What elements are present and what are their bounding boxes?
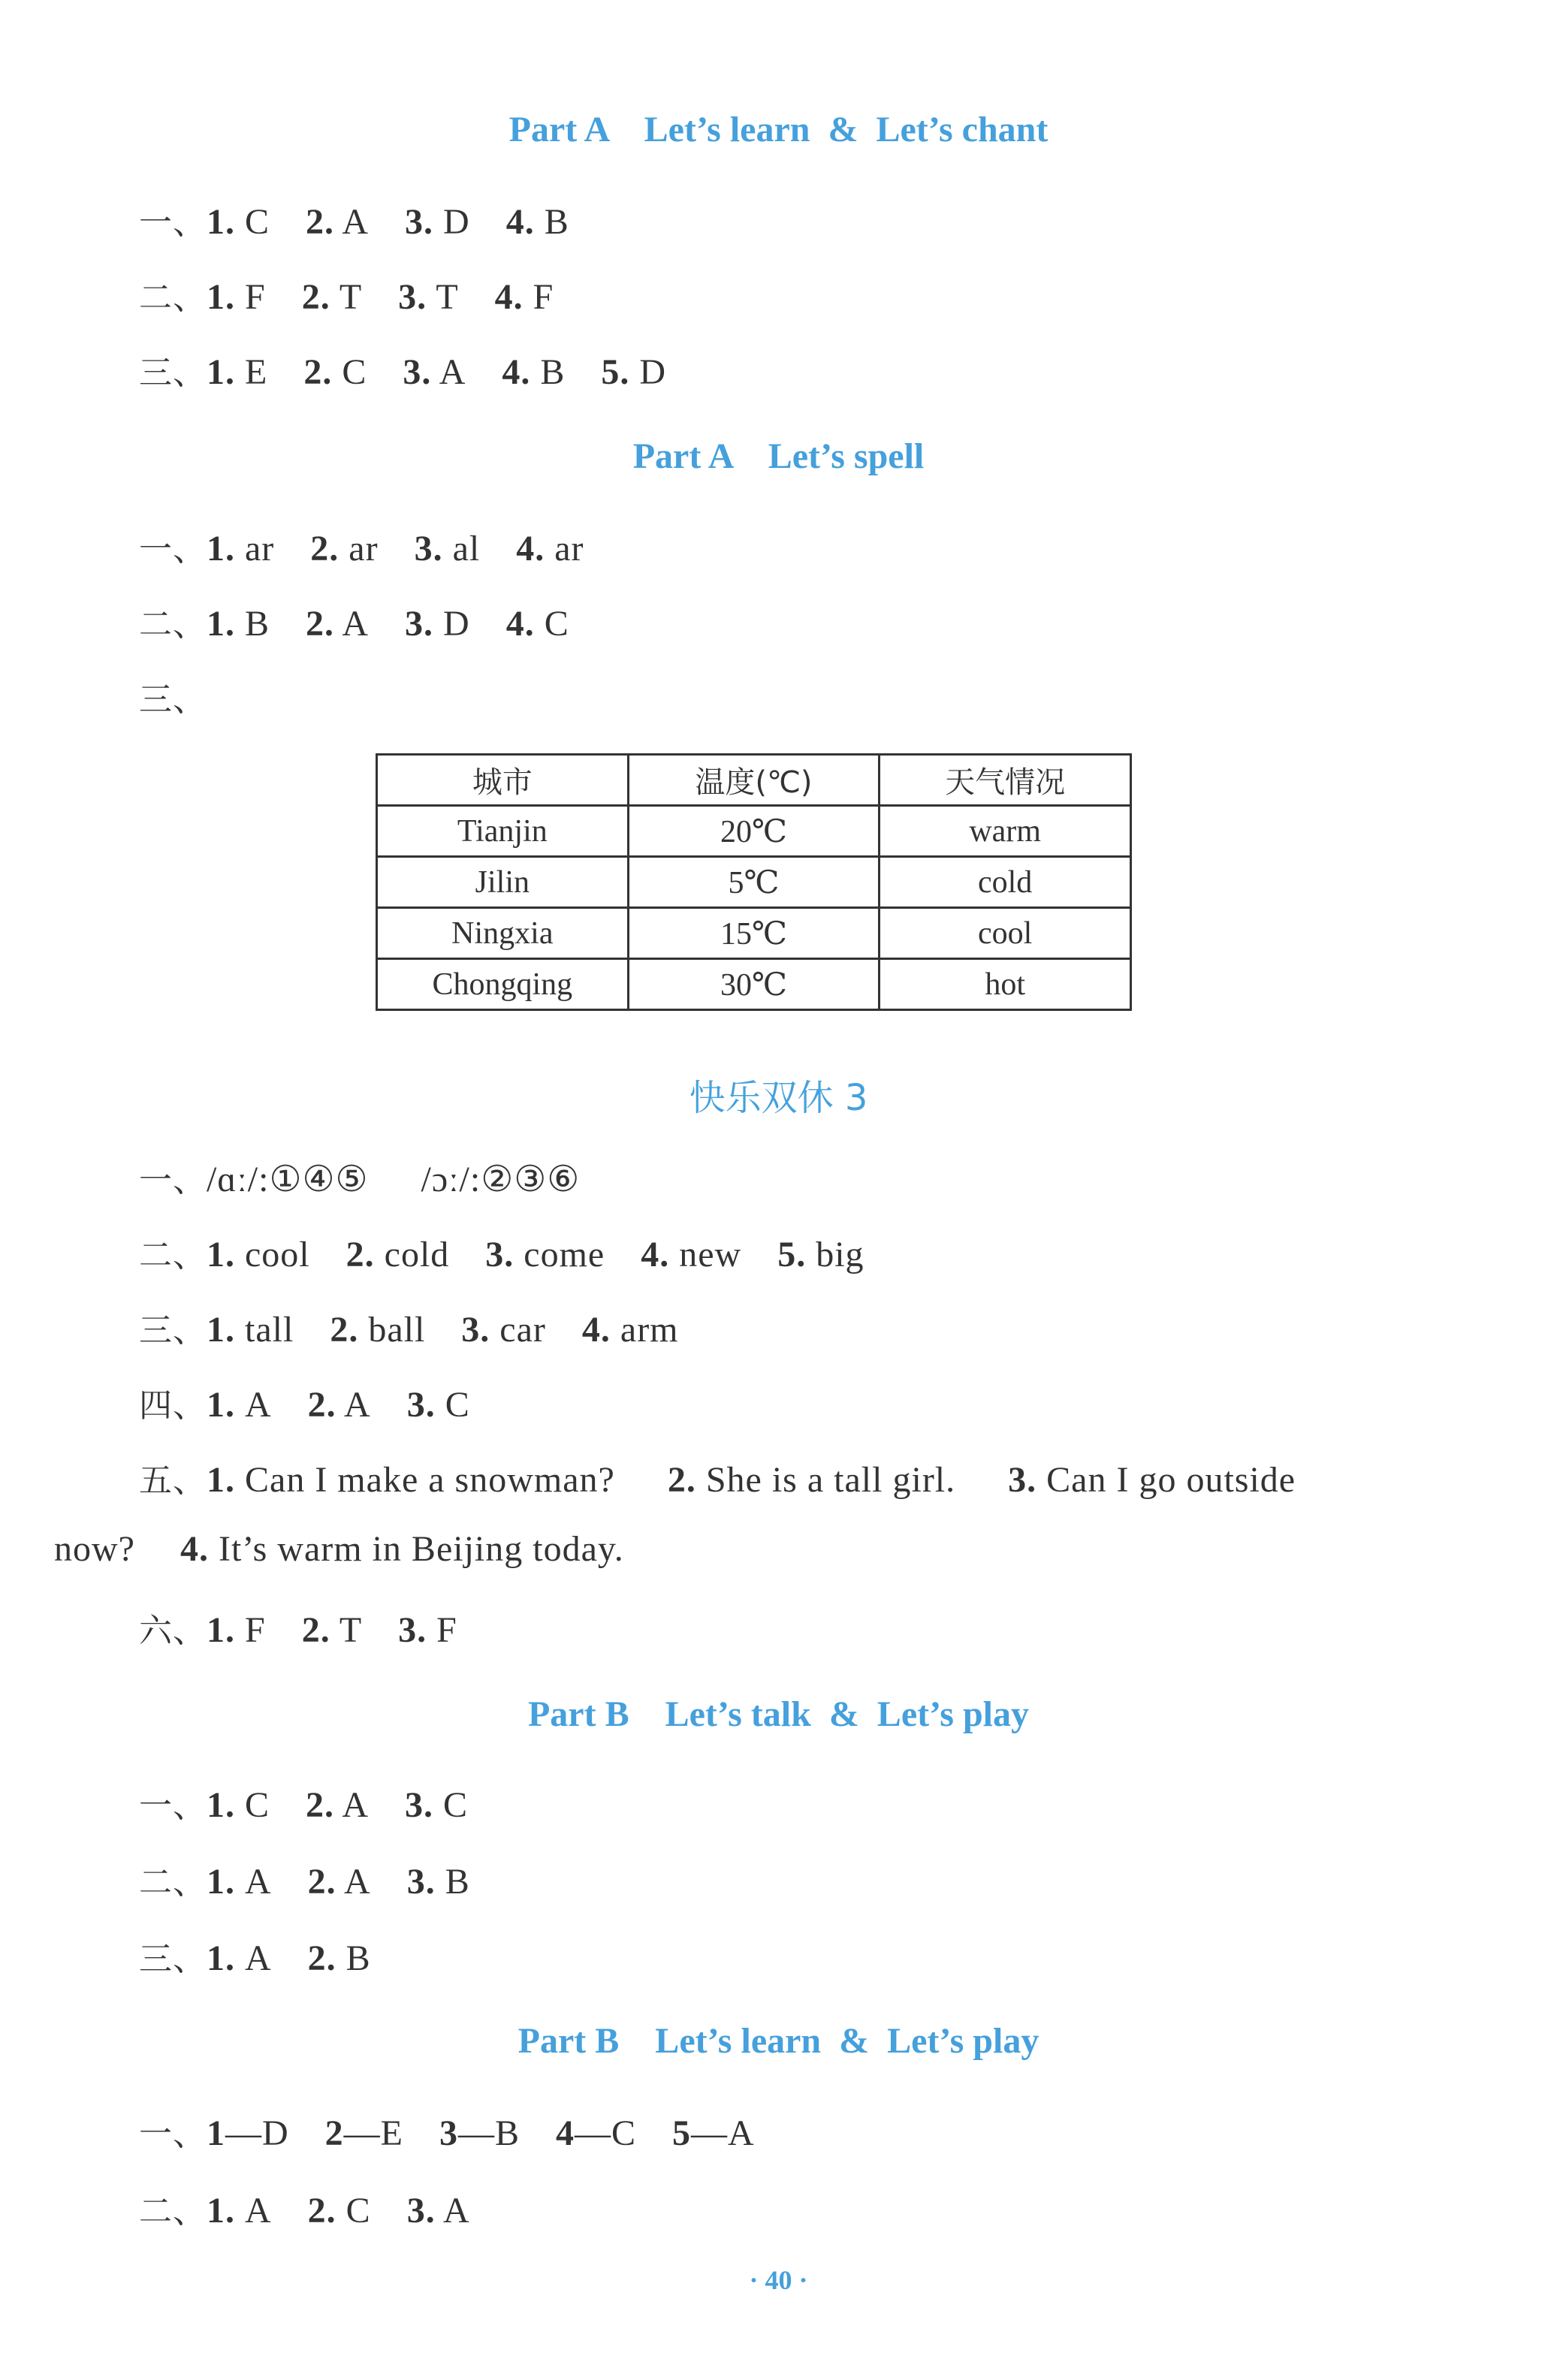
section-title-part-a-spell: Part A Let’s spell (632, 436, 925, 476)
answer-line-4-1: 一、1. C 2. A 3. C (139, 1785, 469, 1825)
answer-line-1-3: 三、1. E 2. C 3. A 4. B 5. D (139, 352, 667, 392)
table-row (377, 908, 1131, 959)
table-cell: 20℃ (628, 806, 880, 857)
section-title-part-b-talk-play: Part B Let’s talk & Let’s play (527, 1694, 1030, 1734)
table-cell: cold (880, 857, 1131, 908)
answer-line-3-6: 六、1. F 2. T 3. F (139, 1610, 457, 1650)
answer-line-3-5-cont: now? 4. It’s warm in Beijing today. (54, 1529, 624, 1569)
weather-table (376, 753, 1132, 1011)
table-cell: Chongqing (377, 959, 629, 1010)
page-number: · 40 · (749, 2265, 808, 2295)
table-header-cell: 温度(℃) (628, 755, 880, 806)
table-cell: Ningxia (377, 908, 629, 959)
table-row (377, 806, 1131, 857)
answer-line-4-3: 三、1. A 2. B (139, 1938, 371, 1978)
table-cell: 30℃ (628, 959, 880, 1010)
answer-line-3-3: 三、1. tall 2. ball 3. car 4. arm (139, 1310, 679, 1350)
table-row (377, 857, 1131, 908)
table-cell: 5℃ (628, 857, 880, 908)
answer-line-1-2: 二、1. F 2. T 3. T 4. F (139, 277, 554, 317)
answer-line-2-2: 二、1. B 2. A 3. D 4. C (139, 604, 569, 644)
table-row (377, 959, 1131, 1010)
section-title-weekend-3: 快乐双休 3 (689, 1077, 868, 1119)
table-cell: Jilin (377, 857, 629, 908)
table-cell: warm (880, 806, 1131, 857)
table-header-row (377, 755, 1131, 806)
table-cell: Tianjin (377, 806, 629, 857)
answer-line-3-5: 五、1. Can I make a snowman? 2. She is a tall girl. 3. Can I go outside (139, 1460, 1296, 1500)
answer-line-5-2: 二、1. A 2. C 3. A (139, 2191, 470, 2231)
section-title-part-b-learn-play: Part B Let’s learn & Let’s play (517, 2021, 1040, 2061)
table-header-cell: 天气情况 (880, 755, 1131, 806)
answer-line-3-1: 一、/ɑː/:①④⑤ /ɔː/:②③⑥ (139, 1160, 581, 1199)
table-cell: hot (880, 959, 1131, 1010)
answer-line-2-1: 一、1. ar 2. ar 3. al 4. ar (139, 529, 584, 569)
answer-line-2-3: 三、 (139, 680, 207, 719)
table-header-cell: 城市 (377, 755, 629, 806)
answer-line-4-2: 二、1. A 2. A 3. B (139, 1862, 470, 1902)
section-title-part-a-learn-chant: Part A Let’s learn & Let’s chant (508, 110, 1049, 149)
answer-line-1-1: 一、1. C 2. A 3. D 4. B (139, 202, 569, 242)
answer-line-5-1: 一、1—D 2—E 3—B 4—C 5—A (139, 2113, 755, 2153)
answer-line-3-4: 四、1. A 2. A 3. C (139, 1385, 470, 1425)
answer-line-3-2: 二、1. cool 2. cold 3. come 4. new 5. big (139, 1235, 864, 1274)
table-cell: 15℃ (628, 908, 880, 959)
table-cell: cool (880, 908, 1131, 959)
